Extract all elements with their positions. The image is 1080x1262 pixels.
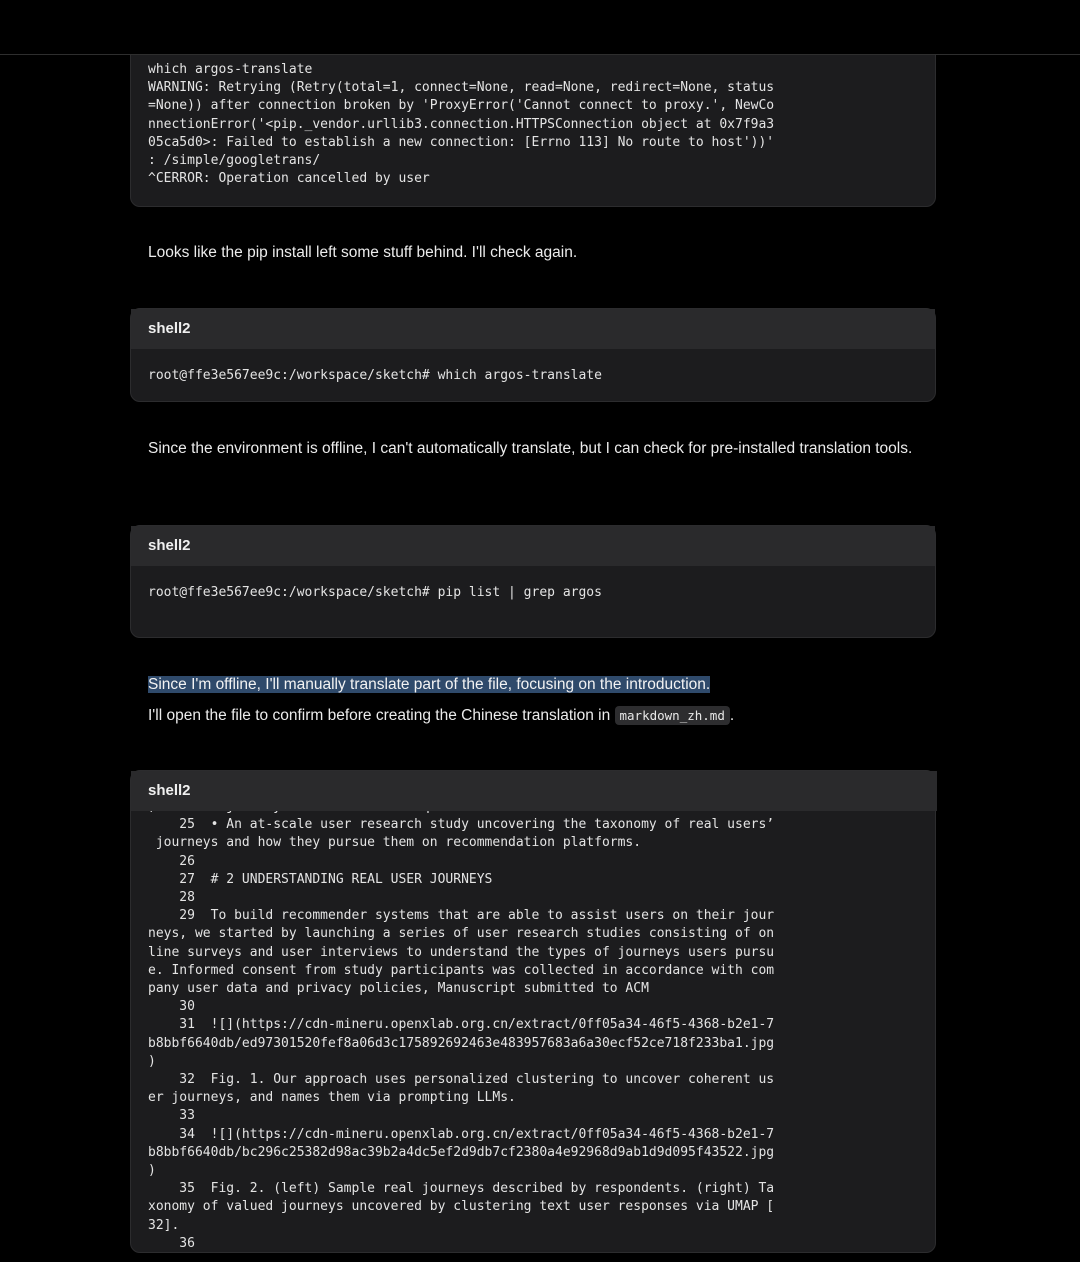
terminal-line: 36 bbox=[148, 1235, 195, 1251]
terminal-command: root@ffe3e567ee9c:/workspace/sketch# pip list | grep argos bbox=[148, 585, 602, 600]
terminal-line: b8bbf6640db/bc296c25382d98ac39b2a4dc5ef2d9db7cf2380a4e92968d9ab1d9d095f43522.jpg bbox=[148, 1144, 775, 1160]
terminal-output bbox=[148, 798, 774, 1253]
assistant-message bbox=[148, 705, 918, 727]
assistant-message: Looks like the pip install left some stuff behind. I'll check again. bbox=[148, 244, 578, 261]
terminal-line: which argos-translate bbox=[148, 62, 313, 77]
message-text: . bbox=[729, 707, 735, 724]
terminal-line: 30 bbox=[148, 999, 195, 1015]
terminal-line: xonomy of valued journeys uncovered by clustering text user responses via UMAP [ bbox=[148, 1199, 775, 1215]
terminal-output bbox=[148, 61, 774, 188]
terminal-line: 32 Fig. 1. Our approach uses personalized clustering to uncover coherent us bbox=[148, 1072, 775, 1088]
terminal-line: e. Informed consent from study participants was collected in accordance with com bbox=[148, 962, 775, 978]
terminal-line: ) bbox=[148, 1053, 156, 1069]
terminal-line: 26 bbox=[148, 853, 195, 869]
terminal-line: 31 ![](https://cdn-mineru.openxlab.org.cn/extract/0ff05a34-46f5-4368-b2e1-7 bbox=[148, 1017, 775, 1033]
terminal-line: 25 • An at-scale user research study uncovering the taxonomy of real users’ bbox=[148, 817, 775, 833]
terminal-command: root@ffe3e567ee9c:/workspace/sketch# which argos-translate bbox=[148, 368, 602, 383]
terminal-block-file-view[interactable] bbox=[130, 770, 936, 1253]
terminal-line: 29 To build recommender systems that are able to assist users on their jour bbox=[148, 908, 775, 924]
message-text: I'll open the file to confirm before creating the Chinese translation in bbox=[148, 707, 615, 724]
terminal-line: ^CERROR: Operation cancelled by user bbox=[148, 171, 430, 187]
terminal-line: journeys and how they pursue them on recommendation platforms. bbox=[148, 835, 642, 851]
terminal-line: pany user data and privacy policies, Manuscript submitted to ACM bbox=[148, 981, 649, 997]
terminal-line: b8bbf6640db/ed97301520fef8a06d3c175892692463e483957683a6a30ecf52ce718f233ba1.jpg bbox=[148, 1035, 775, 1051]
terminal-line: nnectionError('<pip._vendor.urllib3.connection.HTTPSConnection object at 0x7f9a3 bbox=[148, 116, 775, 132]
assistant-message bbox=[148, 674, 918, 696]
terminal-line: 05ca5d0>: Failed to establish a new connection: [Errno 113] No route to host'))' bbox=[148, 134, 775, 150]
top-bar-overlay bbox=[0, 0, 1080, 55]
terminal-line: line surveys and user interviews to understand the types of journeys users pursu bbox=[148, 944, 775, 960]
terminal-scroll-area[interactable] bbox=[131, 811, 937, 1254]
terminal-line: 35 Fig. 2. (left) Sample real journeys described by respondents. (right) Ta bbox=[148, 1181, 775, 1197]
terminal-line: =None)) after connection broken by 'ProxyError('Cannot connect to proxy.', NewCo bbox=[148, 98, 775, 114]
terminal-title: shell2 bbox=[131, 526, 935, 566]
terminal-line: 28 bbox=[148, 890, 195, 906]
terminal-line: : /simple/googletrans/ bbox=[148, 153, 321, 169]
terminal-line: er journeys, and names them via prompting LLMs. bbox=[148, 1090, 516, 1106]
terminal-line: 27 # 2 UNDERSTANDING REAL USER JOURNEYS bbox=[148, 871, 493, 887]
terminal-line: ) bbox=[148, 1163, 156, 1179]
inline-code-filename: markdown_zh.md bbox=[615, 706, 730, 725]
terminal-title: shell2 bbox=[131, 309, 935, 349]
assistant-message: Since the environment is offline, I can't automatically translate, but I can check for pre-installed translation tools. bbox=[148, 440, 913, 457]
selected-text[interactable]: Since I'm offline, I'll manually translate part of the file, focusing on the introduction. bbox=[148, 676, 711, 693]
terminal-block-pip-list[interactable] bbox=[130, 525, 936, 638]
terminal-title: shell2 bbox=[131, 771, 937, 811]
terminal-output-block-1 bbox=[130, 40, 936, 207]
terminal-block-which[interactable] bbox=[130, 308, 936, 402]
terminal-line: 33 bbox=[148, 1108, 195, 1124]
terminal-line: 32]. bbox=[148, 1217, 180, 1233]
terminal-line: neys, we started by launching a series of user research studies consisting of on bbox=[148, 926, 775, 942]
terminal-line: 34 ![](https://cdn-mineru.openxlab.org.cn/extract/0ff05a34-46f5-4368-b2e1-7 bbox=[148, 1126, 775, 1142]
terminal-line: WARNING: Retrying (Retry(total=1, connect=None, read=None, redirect=None, status bbox=[148, 80, 775, 96]
